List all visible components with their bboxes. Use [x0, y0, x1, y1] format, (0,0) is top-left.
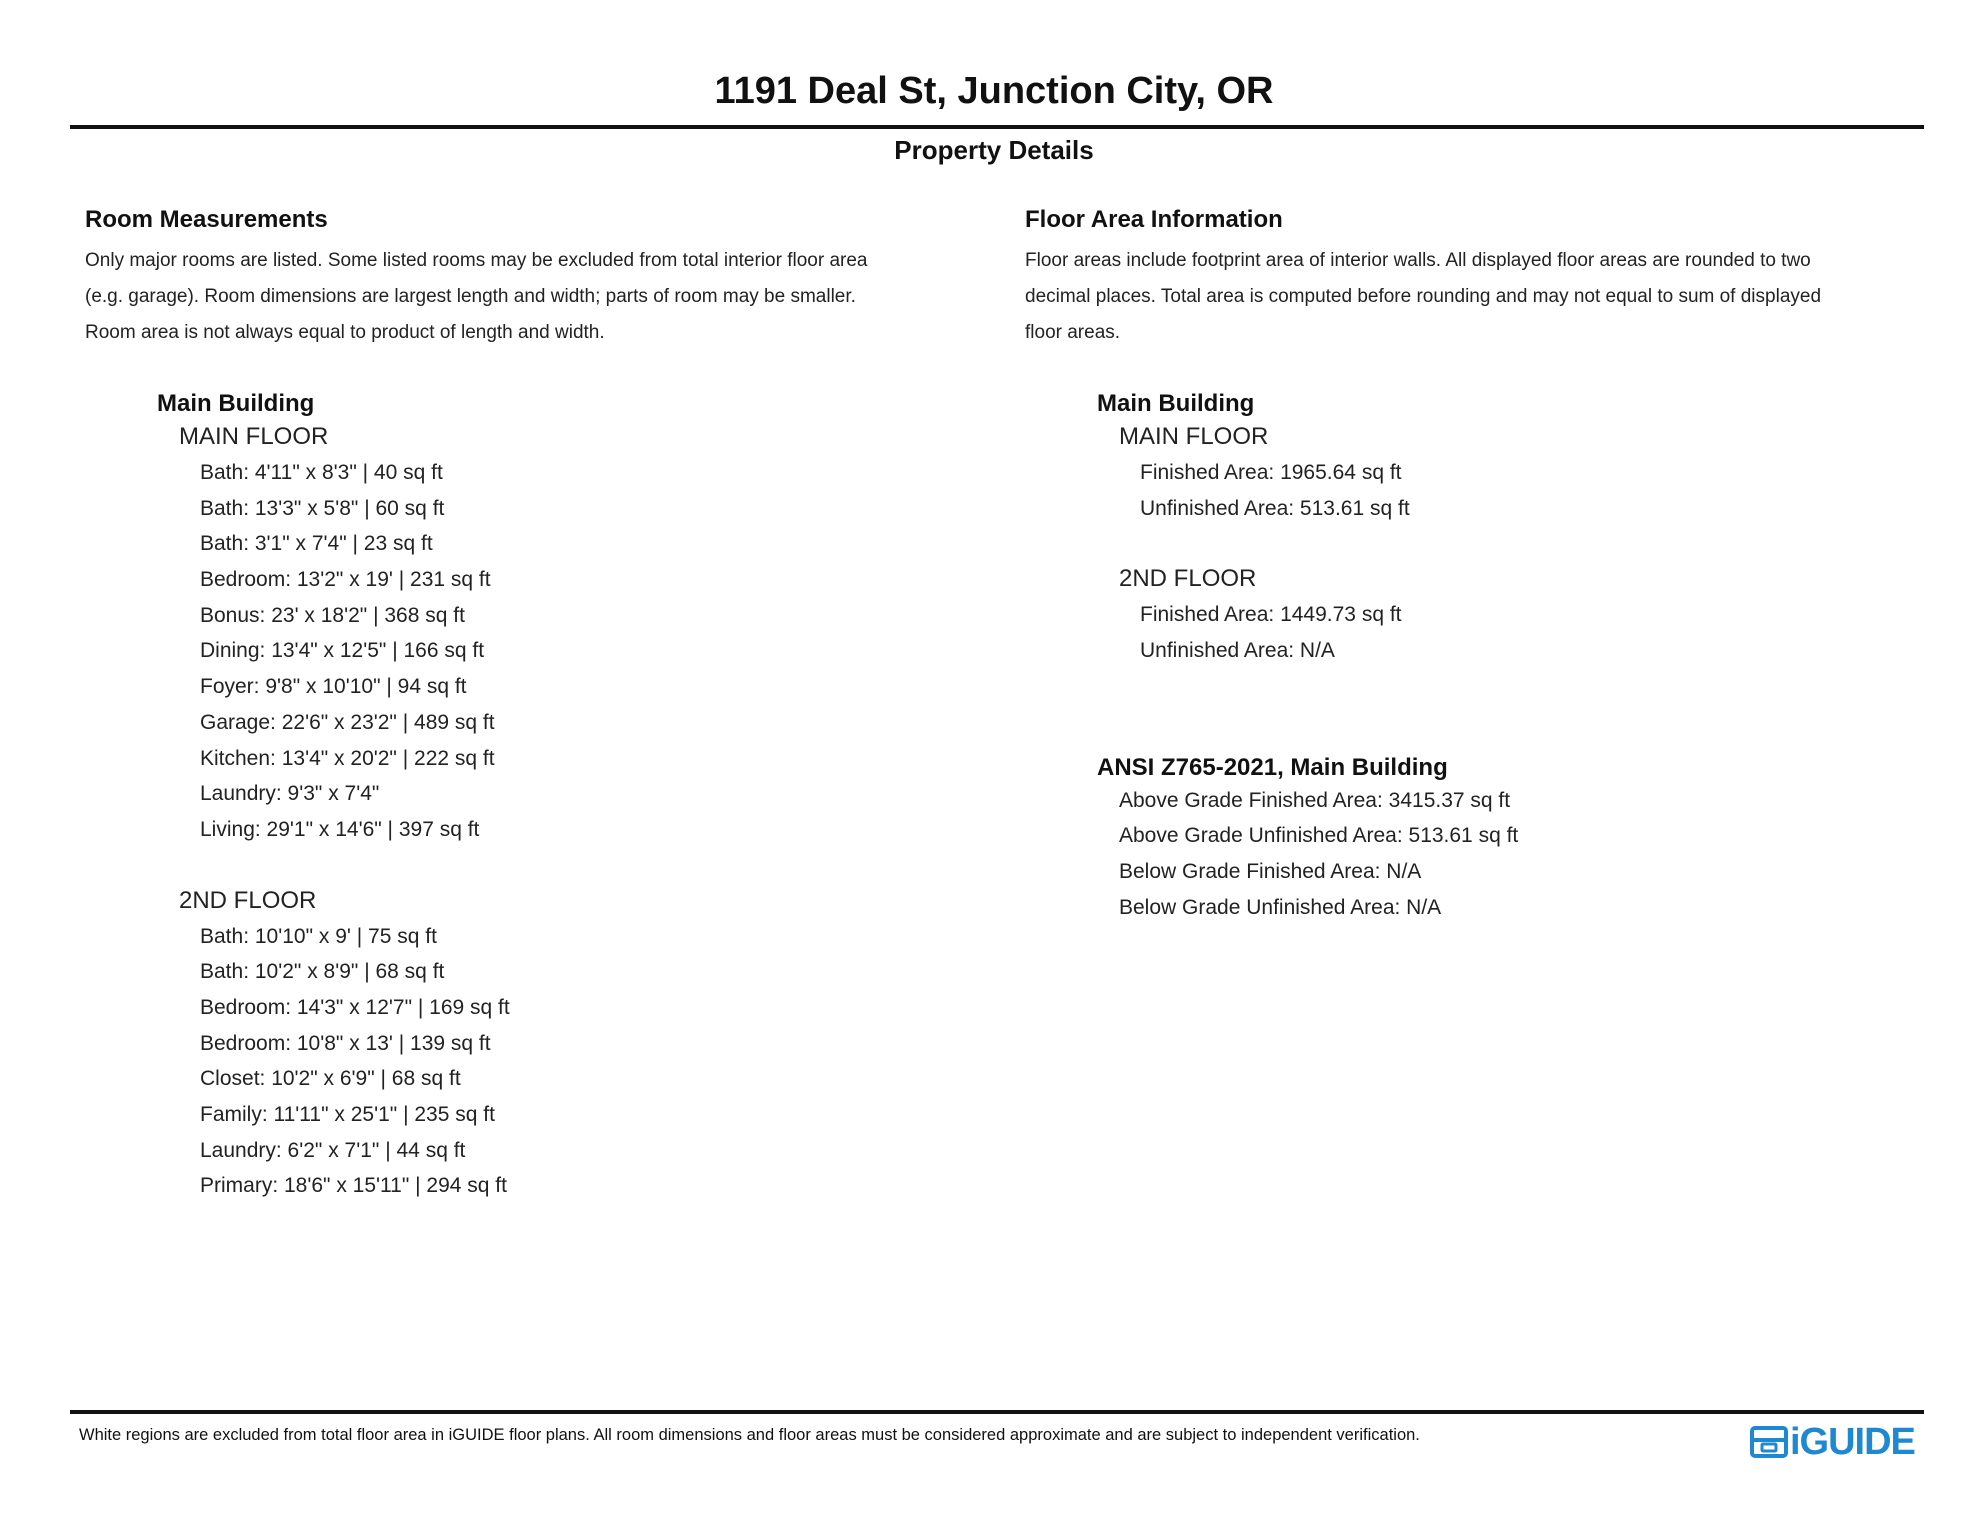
room-item: Foyer: 9'8" x 10'10" | 94 sq ft	[200, 675, 467, 699]
area-item: Above Grade Unfinished Area: 513.61 sq ft	[1119, 824, 1519, 848]
area-item: Finished Area: 1965.64 sq ft	[1140, 461, 1402, 484]
room-item: Living: 29'1" x 14'6" | 397 sq ft	[200, 817, 480, 841]
main-floor-room-list	[85, 455, 1005, 848]
room-item: Bath: 10'10" x 9' | 75 sq ft	[200, 924, 437, 948]
brand-name: iGUIDE	[1790, 1420, 1915, 1463]
room-item: Bedroom: 10'8" x 13' | 139 sq ft	[200, 1031, 491, 1055]
floor-name-2nd: 2ND FLOOR	[1119, 565, 1257, 593]
room-item: Bath: 4'11" x 8'3" | 40 sq ft	[200, 461, 443, 484]
description-line: decimal places. Total area is computed before rounding and may not equal to sum of displayed	[1025, 286, 1822, 307]
floor-area-heading: Floor Area Information	[1025, 206, 1283, 233]
title-rule	[70, 125, 1924, 129]
area-item: Below Grade Finished Area: N/A	[1119, 860, 1422, 884]
room-item: Bath: 10'2" x 8'9" | 68 sq ft	[200, 960, 445, 984]
floor-name-2nd: 2ND FLOOR	[179, 886, 317, 914]
floor-area-description	[1025, 243, 1935, 351]
main-floor-area-list	[1025, 455, 1935, 526]
page-subtitle: Property Details	[894, 135, 1094, 165]
room-item: Garage: 22'6" x 23'2" | 489 sq ft	[200, 710, 495, 734]
room-item: Laundry: 6'2" x 7'1" | 44 sq ft	[200, 1138, 466, 1162]
room-item: Bath: 3'1" x 7'4" | 23 sq ft	[200, 532, 433, 556]
room-item: Laundry: 9'3" x 7'4"	[200, 782, 380, 806]
area-item: Unfinished Area: 513.61 sq ft	[1140, 496, 1410, 520]
description-line: Room area is not always equal to product of length and width.	[85, 322, 605, 343]
footer-disclaimer: White regions are excluded from total floor area in iGUIDE floor plans. All room dimensions and floor areas must be considered approximate and are subject to independent verification.	[79, 1426, 1420, 1444]
iguide-logo-icon	[1750, 1424, 1788, 1460]
description-line: Floor areas include footprint area of interior walls. All displayed floor areas are rounded to two	[1025, 250, 1811, 271]
area-item: Unfinished Area: N/A	[1140, 639, 1335, 663]
description-line: Only major rooms are listed. Some listed rooms may be excluded from total interior floor area	[85, 250, 868, 271]
floor-area-section	[1025, 205, 1935, 926]
room-item: Kitchen: 13'4" x 20'2" | 222 sq ft	[200, 746, 495, 770]
page-title: 1191 Deal St, Junction City, OR	[714, 70, 1274, 112]
room-item: Bedroom: 14'3" x 12'7" | 169 sq ft	[200, 995, 510, 1019]
floor-name-main: MAIN FLOOR	[1119, 423, 1269, 450]
room-item: Primary: 18'6" x 15'11" | 294 sq ft	[200, 1174, 507, 1198]
area-item: Below Grade Unfinished Area: N/A	[1119, 895, 1442, 919]
room-item: Closet: 10'2" x 6'9" | 68 sq ft	[200, 1067, 461, 1091]
description-line: (e.g. garage). Room dimensions are largest length and width; parts of room may be smaller.	[85, 286, 856, 307]
second-floor-room-list	[85, 919, 1005, 1205]
room-item: Bath: 13'3" x 5'8" | 60 sq ft	[200, 496, 445, 520]
area-item: Above Grade Finished Area: 3415.37 sq ft	[1119, 788, 1511, 812]
room-item: Bonus: 23' x 18'2" | 368 sq ft	[200, 603, 465, 627]
room-item: Bedroom: 13'2" x 19' | 231 sq ft	[200, 568, 491, 592]
room-measurements-heading: Room Measurements	[85, 206, 328, 233]
room-measurements-description	[85, 243, 1005, 351]
room-measurements-section	[85, 205, 1005, 1204]
iguide-brand	[1750, 1420, 1915, 1464]
room-item: Family: 11'11" x 25'1" | 235 sq ft	[200, 1103, 495, 1126]
room-item: Dining: 13'4" x 12'5" | 166 sq ft	[200, 639, 485, 663]
second-floor-area-list	[1025, 597, 1935, 668]
ansi-heading: ANSI Z765-2021, Main Building	[1097, 753, 1448, 781]
building-name: Main Building	[157, 390, 315, 417]
description-line: floor areas.	[1025, 322, 1121, 343]
area-item: Finished Area: 1449.73 sq ft	[1140, 603, 1402, 627]
building-name: Main Building	[1097, 390, 1255, 417]
floor-name-main: MAIN FLOOR	[179, 423, 329, 450]
ansi-area-list	[1025, 783, 1935, 926]
footer-rule	[70, 1410, 1924, 1414]
